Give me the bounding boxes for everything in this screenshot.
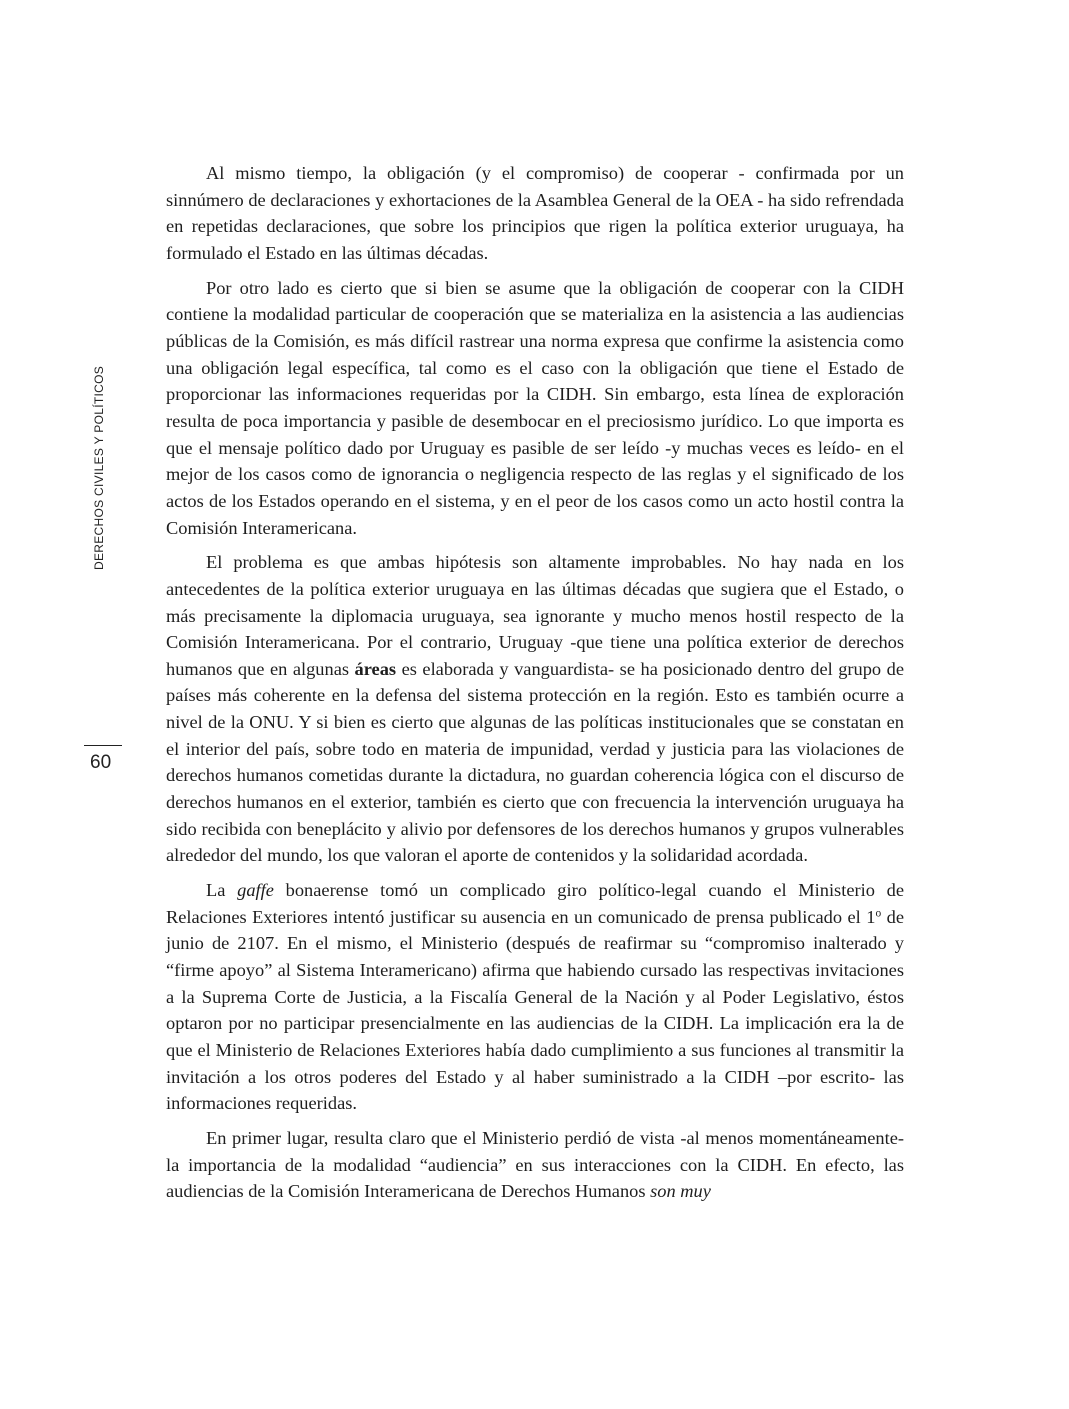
paragraph-3-text-a: El problema es que ambas hipótesis son altamente improbables. No hay nada en los antecedentes de la política exterior uruguaya en las últimas décadas que sugiera que el Estado, o más precisamente la diplomacia uruguaya, sea ignorante y mucho menos hostil respecto de la Comisión Interamericana. Por el contrario, Uruguay -que tiene una política exterior de derechos humanos que en algunas	[166, 552, 904, 679]
body-text	[166, 160, 904, 1213]
paragraph-3	[166, 549, 904, 869]
paragraph-4-italic-word: gaffe	[237, 880, 274, 901]
page-number-rule	[84, 745, 122, 746]
paragraph-3-bold-word: áreas	[354, 658, 397, 679]
paragraph-4	[166, 877, 904, 1117]
paragraph-5	[166, 1125, 904, 1205]
running-head: DERECHOS CIVILES Y POLÍTICOS	[92, 365, 106, 571]
paragraph-2	[166, 275, 904, 542]
paragraph-4-superscript: o	[875, 907, 882, 920]
paragraph-5-italic-words: son muy	[650, 1181, 711, 1202]
paragraph-1-text: Al mismo tiempo, la obligación (y el compromiso) de cooperar - confirmada por un sinnúmero de declaraciones y exhortaciones de la Asamblea General de la OEA - ha sido refrendada en repetidas declaraciones, que sobre los principios que rigen la política exterior uruguaya, ha formulado el Estado en las últimas décadas.	[166, 163, 904, 263]
paragraph-4-text-a: La	[206, 880, 238, 901]
page-number: 60	[90, 752, 112, 773]
paragraph-4-text-c: de junio de 2107. En el mismo, el Ministerio (después de reafirmar su “compromiso inalterado y “firme apoyo” al Sistema Interamericano) afirma que habiendo cursado las respectivas invitaciones a la Suprema Corte de Justicia, a la Fiscalía General de la Nación y al Poder Legislativo, éstos optaron por no participar presencialmente en las audiencias de la CIDH. La implicación era la de que el Ministerio de Relaciones Exteriores había dado cumplimiento a sus funciones al transmitir la invitación a los otros poderes del Estado y al haber suministrado a la CIDH –por escrito- las informaciones requeridas.	[166, 906, 904, 1114]
paragraph-4-text-b: bonaerense tomó un complicado giro político-legal cuando el Ministerio de Relaciones Exteriores intentó justificar su ausencia en un comunicado de prensa publicado el 1	[166, 880, 904, 927]
paragraph-3-text-b: es elaborada y vanguardista- se ha posicionado dentro del grupo de países más coherente en la defensa del sistema protección en la región. Esto es también ocurre a nivel de la ONU. Y si bien es cierto que algunas de las políticas institucionales que se constatan en el interior del país, sobre todo en materia de impunidad, verdad y justicia para las violaciones de derechos humanos cometidas durante la dictadura, no guardan coherencia lógica con el discurso de derechos humanos en el exterior, también es cierto que con frecuencia la intervención uruguaya ha sido recibida con beneplácito y alivio por defensores de los derechos humanos y grupos vulnerables alrededor del mundo, los que valoran el aporte de contenidos y la solidaridad acordada.	[166, 658, 904, 866]
paragraph-2-text: Por otro lado es cierto que si bien se asume que la obligación de cooperar con la CIDH contiene la modalidad particular de cooperación que se materializa en la asistencia a las audiencias públicas de la Comisión, es más difícil rastrear una norma expresa que confirme la asistencia como una obligación legal específica, tal como es el caso con la obligación que tiene el Estado de proporcionar las informaciones requeridas por la CIDH. Sin embargo, esta línea de exploración resulta de poca importancia y pasible de desembocar en el preciosismo jurídico. Lo que importa es que el mensaje político dado por Uruguay es pasible de ser leído -y muchas veces es leído- en el mejor de los casos como de ignorancia o negligencia respecto de las reglas y el significado de los actos de los Estados operando en el sistema, y en el peor de los casos como un acto hostil contra la Comisión Interamericana.	[166, 277, 904, 538]
paragraph-5-text: En primer lugar, resulta claro que el Ministerio perdió de vista -al menos momentáneamente- la importancia de la modalidad “audiencia” en sus interacciones con la CIDH. En efecto, las audiencias de la Comisión Interamericana de Derechos Humanos	[166, 1127, 904, 1202]
paragraph-1	[166, 160, 904, 267]
